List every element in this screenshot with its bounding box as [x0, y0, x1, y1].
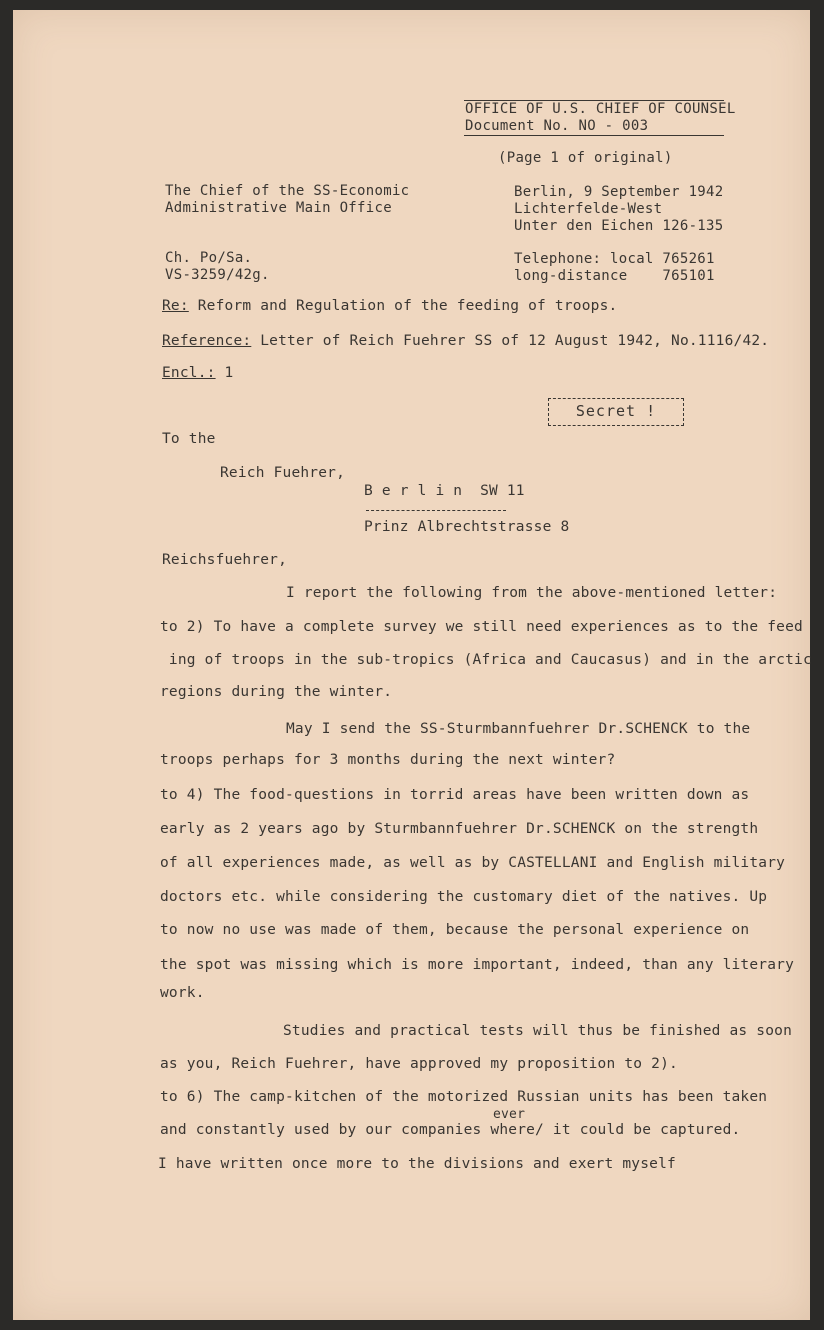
subject-enclosure: Encl.: 1	[162, 365, 234, 381]
address-name: Reich Fuehrer,	[220, 465, 346, 481]
telephone-local: Telephone: local 765261	[514, 251, 715, 267]
sender-line-2: Administrative Main Office	[165, 200, 392, 216]
body-line: the spot was missing which is more important, indeed, than any literary	[160, 957, 795, 973]
body-line: to 2) To have a complete survey we still need experiences as to the feed	[160, 619, 803, 635]
sender-line-1: The Chief of the SS-Economic	[165, 183, 410, 199]
subject-re: Re: Reform and Regulation of the feeding of troops.	[162, 298, 618, 314]
body-line: to now no use was made of them, because the personal experience on	[160, 922, 750, 938]
body-line: of all experiences made, as well as by CASTELLANI and English military	[160, 855, 786, 871]
body-line: to 6) The camp-kitchen of the motorized Russian units has been taken	[160, 1089, 768, 1105]
body-line: Studies and practical tests will thus be finished as soon	[283, 1023, 792, 1039]
place-street: Unter den Eichen 126-135	[514, 218, 724, 234]
telephone-long-distance: long-distance 765101	[514, 268, 715, 284]
body-line: as you, Reich Fuehrer, have approved my proposition to 2).	[160, 1056, 678, 1072]
body-line: work.	[160, 985, 205, 1001]
address-street: Prinz Albrechtstrasse 8	[364, 519, 570, 535]
body-interlinear-insert: ever	[493, 1107, 526, 1122]
body-line: May I send the SS-Sturmbannfuehrer Dr.SCHENCK to the	[286, 721, 751, 737]
body-line: I report the following from the above-mentioned letter:	[286, 585, 778, 601]
address-rule	[366, 510, 506, 511]
document-number: Document No. NO - 003	[465, 118, 649, 134]
address-to: To the	[162, 431, 216, 447]
body-line: and constantly used by our companies where/ it could be captured.	[160, 1122, 741, 1138]
place-district: Lichterfelde-West	[514, 201, 663, 217]
body-line: doctors etc. while considering the customary diet of the natives. Up	[160, 889, 768, 905]
body-line: ing of troops in the sub-tropics (Africa and Caucasus) and in the arctic	[160, 652, 812, 668]
body-line: regions during the winter.	[160, 684, 393, 700]
secret-box: Secret !	[548, 398, 684, 426]
address-city: B e r l i n SW 11	[364, 483, 525, 499]
body-line: I have written once more to the divisions and exert myself	[158, 1156, 676, 1172]
body-line: to 4) The food-questions in torrid areas have been written down as	[160, 787, 750, 803]
place-date: Berlin, 9 September 1942	[514, 184, 724, 200]
page-note: (Page 1 of original)	[498, 150, 673, 166]
reference-code-1: Ch. Po/Sa.	[165, 250, 253, 266]
reference-code-2: VS-3259/42g.	[165, 267, 270, 283]
salutation: Reichsfuehrer,	[162, 552, 288, 568]
office-heading: OFFICE OF U.S. CHIEF OF COUNSEL	[465, 101, 736, 117]
body-line: troops perhaps for 3 months during the next winter?	[160, 752, 616, 768]
subject-reference: Reference: Letter of Reich Fuehrer SS of 12 August 1942, No.1116/42.	[162, 333, 770, 349]
doc-number-rule	[464, 135, 724, 136]
body-line: early as 2 years ago by Sturmbannfuehrer Dr.SCHENCK on the strength	[160, 821, 759, 837]
